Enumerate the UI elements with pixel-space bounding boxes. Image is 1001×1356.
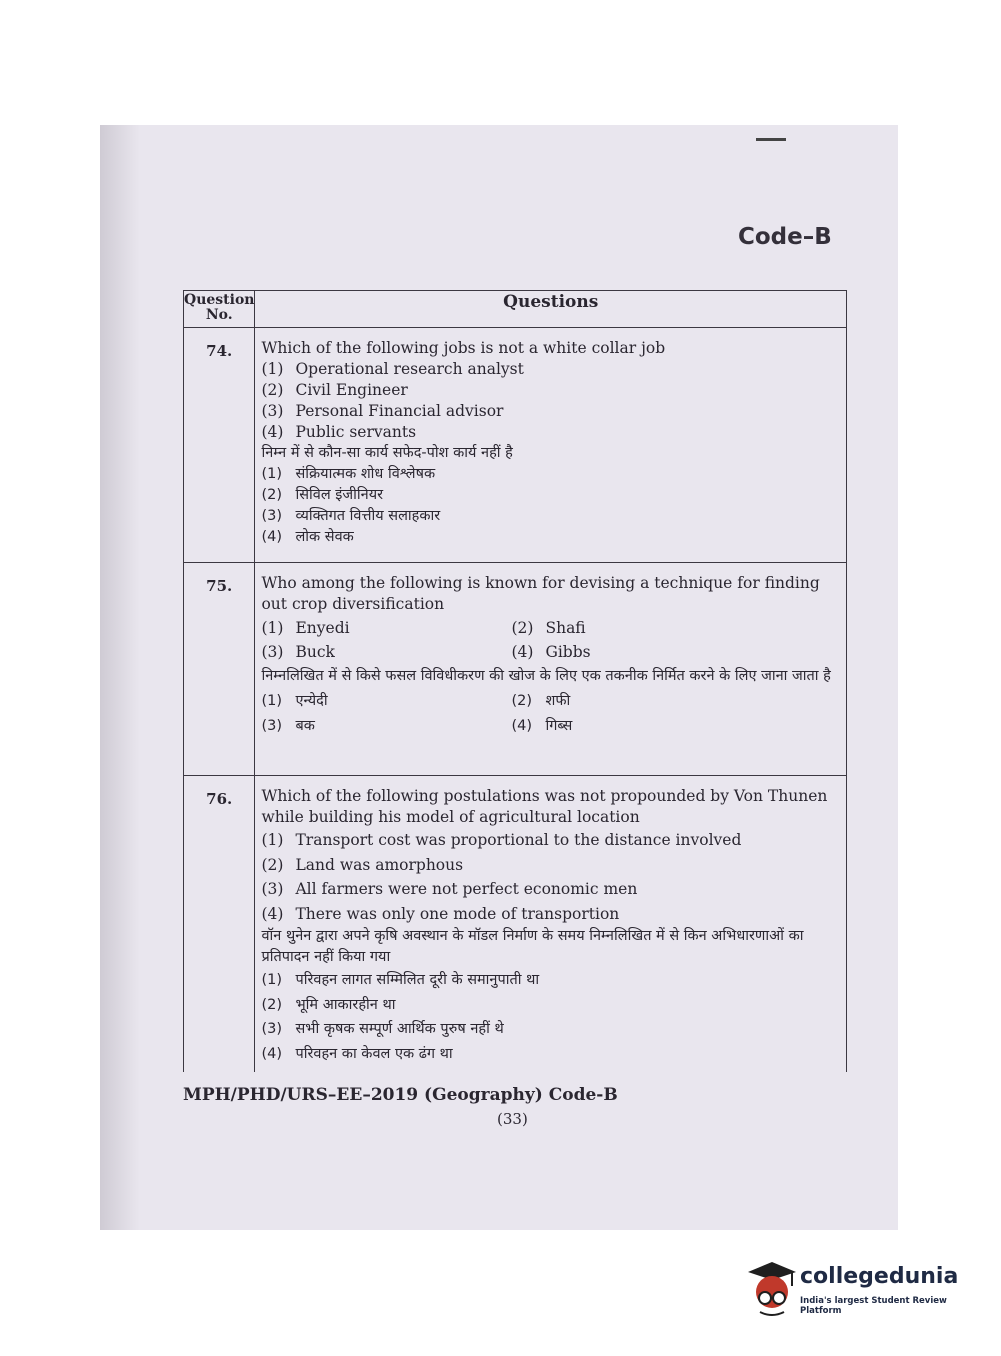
logo-tagline: India's largest Student Review Platform — [800, 1296, 947, 1316]
question-row — [184, 563, 847, 776]
option-key: (4) — [511, 718, 533, 734]
option-en: There was only one mode of transportion — [295, 904, 620, 923]
option-en: Buck — [295, 643, 335, 661]
collegedunia-logo — [742, 1258, 972, 1318]
option-hi: बक — [295, 718, 315, 734]
question-number: 76. — [184, 776, 255, 1073]
page-number: (33) — [497, 1110, 528, 1128]
question-text-hi: वॉन थुनेन द्वारा अपने कृषि अवस्थान के मॉडल निर्माण के समय निम्नलिखित में से किन अभिधारणाओं का प्रतिपादन नहीं किया गया — [261, 928, 804, 965]
question-text-en: Who among the following is known for devising a technique for finding out crop diversification — [261, 574, 820, 613]
top-mark — [756, 138, 786, 141]
option-key: (1) — [261, 972, 283, 988]
option-key: (1) — [261, 619, 284, 637]
option-hi: भूमि आकारहीन था — [295, 996, 396, 1013]
question-text-en: Which of the following jobs is not a white collar job — [261, 339, 666, 357]
option-hi: लोक सेवक — [295, 529, 354, 545]
question-text-hi: निम्नलिखित में से किसे फसल विविधीकरण की खोज के लिए एक तकनीक निर्मित करने के लिए जाना जाता है — [261, 668, 831, 684]
question-text-en: Which of the following postulations was not propounded by Von Thunen while building his model of agricultural location — [261, 787, 828, 826]
logo-wordmark: collegedunia — [800, 1264, 959, 1289]
option-key: (2) — [261, 855, 284, 874]
option-key: (3) — [261, 880, 284, 898]
question-row — [184, 776, 847, 1073]
option-key: (3) — [261, 643, 284, 661]
option-en: Civil Engineer — [295, 381, 408, 399]
option-en: Gibbs — [545, 643, 591, 661]
option-key: (1) — [261, 466, 283, 482]
exam-footer: MPH/PHD/URS–EE–2019 (Geography) Code-B — [183, 1085, 618, 1105]
option-key: (2) — [511, 693, 533, 709]
option-key: (4) — [261, 529, 283, 545]
option-en: Enyedi — [295, 619, 350, 637]
option-key: (3) — [261, 402, 284, 420]
option-en: Operational research analyst — [295, 360, 524, 378]
option-en: Shafi — [545, 619, 586, 637]
option-en: Personal Financial advisor — [295, 402, 504, 420]
option-key: (3) — [261, 508, 283, 524]
mascot-icon — [742, 1258, 798, 1318]
option-key: (4) — [511, 643, 534, 661]
col-questions-header: Questions — [255, 291, 847, 328]
option-hi: परिवहन लागत सम्मिलित दूरी के समानुपाती था — [295, 972, 540, 988]
option-key: (1) — [261, 693, 283, 709]
option-en: Land was amorphous — [295, 855, 464, 874]
option-en: All farmers were not perfect economic men — [295, 880, 638, 898]
option-en: Public servants — [295, 423, 417, 441]
option-hi: संक्रियात्मक शोध विश्लेषक — [295, 466, 436, 482]
option-key: (1) — [261, 360, 284, 378]
option-hi: व्यक्तिगत वित्तीय सलाहकार — [295, 508, 441, 524]
option-key: (2) — [511, 619, 534, 637]
option-key: (2) — [261, 381, 284, 399]
question-body — [255, 563, 847, 776]
paper-code: Code–B — [738, 224, 832, 250]
option-hi: सिविल इंजीनियर — [295, 487, 384, 503]
question-body — [255, 328, 847, 563]
option-key: (4) — [261, 1045, 283, 1062]
col-qno-header: Question No. — [184, 291, 255, 328]
option-key: (2) — [261, 487, 283, 503]
option-hi: शफी — [545, 693, 571, 709]
option-key: (3) — [261, 718, 283, 734]
option-key: (4) — [261, 904, 284, 923]
question-table — [183, 290, 847, 1072]
option-hi: एन्येदी — [295, 693, 328, 709]
question-body — [255, 776, 847, 1073]
option-hi: परिवहन का केवल एक ढंग था — [295, 1045, 453, 1062]
question-number: 74. — [184, 328, 255, 563]
question-row — [184, 328, 847, 563]
option-key: (1) — [261, 831, 284, 849]
option-key: (2) — [261, 996, 283, 1013]
option-key: (3) — [261, 1021, 283, 1037]
option-en: Transport cost was proportional to the distance involved — [295, 831, 742, 849]
option-hi: गिब्स — [545, 718, 573, 734]
page-shadow — [100, 125, 140, 1230]
question-number: 75. — [184, 563, 255, 776]
question-text-hi: निम्न में से कौन-सा कार्य सफेद-पोश कार्य नहीं है — [261, 445, 513, 461]
option-key: (4) — [261, 423, 284, 441]
option-hi: सभी कृषक सम्पूर्ण आर्थिक पुरुष नहीं थे — [295, 1021, 504, 1037]
